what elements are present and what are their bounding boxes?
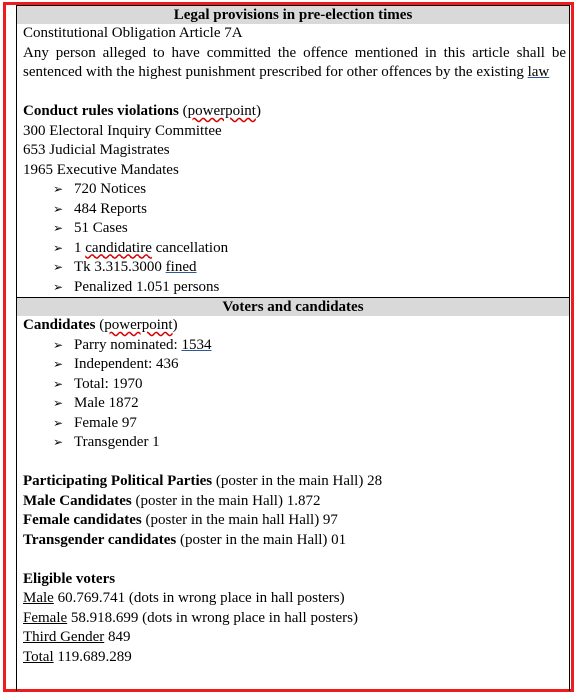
provision-paragraph: [23, 44, 566, 83]
list-item: ➢ 1 candidatire cancellation: [53, 239, 566, 259]
list-item: ➢ 484 Reports: [53, 200, 566, 220]
list-item: ➢ Penalized 1.051 persons: [53, 278, 566, 298]
nominated-link[interactable]: 1534: [181, 336, 212, 353]
conduct-label: Conduct rules violations: [23, 103, 179, 119]
voter-line: Third Gender 849: [23, 629, 131, 645]
list-item: ➢ Tk 3.315.3000 fined: [53, 258, 566, 278]
candidates-label: Candidates: [23, 317, 96, 333]
candidates-heading: Candidates (powerpoint): [23, 317, 178, 333]
list-item: ➢ Female 97: [53, 414, 566, 434]
list-item: ➢ Male 1872: [53, 394, 566, 414]
voter-line: Total 119.689.289: [23, 648, 132, 665]
mandates-line: 1965 Executive Mandates: [23, 161, 179, 178]
provision-text: Any person alleged to have committed the offence mentioned in this article shall be sentenced with the highest punishment prescribed for other offences by the existing: [23, 44, 566, 80]
stat-line: Male Candidates (poster in the main Hall) 1.872: [23, 492, 321, 509]
legal-provisions-section: [17, 5, 569, 297]
voter-line: Male 60.769.741 (dots in wrong place in hall posters): [23, 590, 345, 606]
legal-provisions-heading: Legal provisions in pre-election times: [17, 6, 569, 24]
document-table: [16, 5, 570, 691]
list-item: ➢ Independent: 436: [53, 355, 566, 375]
violations-list: [23, 180, 566, 297]
list-item: ➢ 51 Cases: [53, 219, 566, 239]
list-item: ➢ Total: 1970: [53, 375, 566, 395]
list-item: ➢ Parry nominated: 1534: [53, 336, 566, 356]
conduct-note: powerpoint: [187, 103, 256, 119]
candidates-note: powerpoint: [104, 317, 173, 333]
conduct-heading: Conduct rules violations (powerpoint): [23, 103, 261, 119]
stat-line: Participating Political Parties (poster in the main Hall) 28: [23, 473, 383, 489]
voters-candidates-heading: Voters and candidates: [17, 298, 569, 316]
voter-line: Female 58.918.699 (dots in wrong place in hall posters): [23, 609, 358, 626]
law-link[interactable]: law: [527, 64, 550, 80]
stat-line: Transgender candidates (poster in the main Hall) 01: [23, 531, 347, 548]
list-item: ➢ Transgender 1: [53, 433, 566, 453]
eligible-voters-title: Eligible voters: [23, 570, 116, 587]
obligation-line: Constitutional Obligation Article 7A: [23, 25, 243, 41]
voters-candidates-section: [17, 297, 569, 667]
inquiry-line: 300 Electoral Inquiry Committee: [23, 122, 222, 139]
list-item: ➢ 720 Notices: [53, 180, 566, 200]
magistrates-line: 653 Judicial Magistrates: [23, 142, 170, 158]
fined-link[interactable]: fined: [165, 259, 197, 275]
candidates-list: [23, 336, 566, 453]
stat-line: Female candidates (poster in the main hall Hall) 97: [23, 512, 338, 528]
